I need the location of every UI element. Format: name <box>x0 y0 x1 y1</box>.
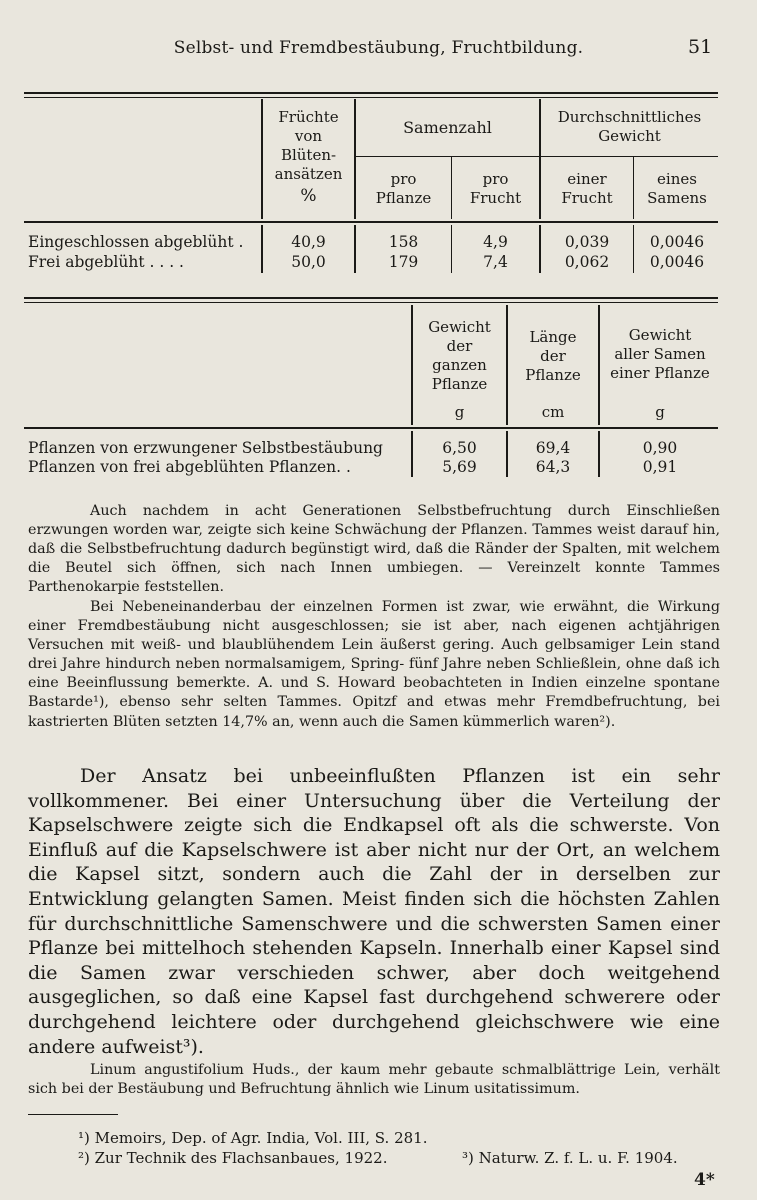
cell-laenge: 64,3 <box>535 458 571 476</box>
cell-einer-frucht: 0,062 <box>564 253 610 271</box>
paragraph-linum-angustifolium: Linum angustifolium Huds., der kaum mehr gebaute schmalblättrige Lein, verhält sich bei der Bestäubung und Befruchtung ähnlich wie Linum usitatissimum. <box>28 1062 720 1098</box>
table2-col-gewicht-samen: Gewicht aller Samen einer Pflanze <box>610 326 710 382</box>
cell-eines-samens: 0,0046 <box>649 233 705 251</box>
table1-col-pro-frucht: pro Frucht <box>469 170 522 207</box>
cell-pro-frucht: 7,4 <box>483 253 508 271</box>
page-number: 51 <box>688 36 713 58</box>
footnote-3: ³) Naturw. Z. f. L. u. F. 1904. <box>462 1149 678 1167</box>
sheet-signature: 4* <box>694 1170 715 1190</box>
table2-unit-g: g <box>454 403 465 421</box>
table1-subrule-samenzahl <box>356 156 539 157</box>
table1-col-einer-frucht: einer Frucht <box>561 170 613 207</box>
cell-eines-samens: 0,0046 <box>649 253 705 271</box>
paragraph-kapselschwere: Der Ansatz bei unbeeinflußten Pflanzen ist ein sehr vollkommener. Bei einer Untersuchung über die Verteilung der Kapselschwere zeigte sich die Endkapsel oft als die schwerste. Von Einfluß auf die Kapselschwere ist aber nicht nur der Ort, an welchem die Kapsel sitzt, sondern auch die Zahl der in derselben zur Entwicklung gelangten Samen. Meist finden sich die höchsten Zahlen für durchschnittliche Samenschwere und die schwersten Samen einer Pflanze bei mittelhoch stehenden Kapseln. Innerhalb einer Kapsel sind die Samen zwar verschieden schwer, aber doch weitgehend ausgeglichen, so daß eine Kapsel fast durchgehend schwerere oder durchgehend leichtere oder durchgehend gleichschwere wie eine andere aufweist³). <box>28 765 720 1058</box>
table2-unit-cm: cm <box>541 403 565 421</box>
table1-header-rule <box>24 221 718 223</box>
footnote-1: ¹) Memoirs, Dep. of Agr. India, Vol. III, S. 281. <box>78 1129 428 1147</box>
table1-col-fruechte: Früchte von Blüten- ansätzen % <box>274 108 343 206</box>
cell-fruechte: 50,0 <box>291 253 326 271</box>
table2-top-rule-2 <box>24 302 718 303</box>
cell-einer-frucht: 0,039 <box>564 233 610 251</box>
table2-col-gewicht-pflanze: Gewicht der ganzen Pflanze <box>428 318 491 393</box>
table2-header-rule <box>24 427 718 429</box>
table1-col-eines-samens: eines Samens <box>647 170 707 207</box>
table1-top-rule-2 <box>24 97 718 98</box>
table2-col-laenge: Länge der Pflanze <box>525 328 581 384</box>
row-label: Frei abgeblüht . . . . <box>28 253 184 271</box>
cell-gewicht: 6,50 <box>442 439 477 457</box>
cell-laenge: 69,4 <box>535 439 571 457</box>
table1-top-rule-1 <box>24 92 718 94</box>
cell-pro-frucht: 4,9 <box>483 233 508 251</box>
row-label: Eingeschlossen abgeblüht . <box>28 233 244 251</box>
cell-gewicht: 5,69 <box>442 458 477 476</box>
paragraph-selbstbefruchtung: Auch nachdem in acht Generationen Selbstbefruchtung durch Einschließen erzwungen worden war, zeigte sich keine Schwächung der Pflanzen. Tammes weist darauf hin, daß die Selbstbefruchtung dadurch begünstigt wird, daß die Ränder der Spalten, mit welchem die Beutel sich öffnen, sich nach Innen umbiegen. — Vereinzelt konnte Tammes Parthenokarpie feststellen. <box>28 503 720 596</box>
footnote-rule <box>28 1114 118 1115</box>
row-label: Pflanzen von frei abgeblühten Pflanzen. . <box>28 458 351 476</box>
table2-unit-g2: g <box>655 403 665 421</box>
table1-subrule-gewicht <box>541 156 718 157</box>
table1-col-samenzahl: Samenzahl <box>403 118 492 137</box>
row-label: Pflanzen von erzwungener Selbstbestäubung <box>28 439 383 457</box>
table2-top-rule-1 <box>24 297 718 299</box>
cell-pro-pflanze: 179 <box>388 253 419 271</box>
footnote-2: ²) Zur Technik des Flachsanbaues, 1922. <box>78 1149 388 1167</box>
paragraph-fremdbestaeubung: Bei Nebeneinanderbau der einzelnen Formen ist zwar, wie erwähnt, die Wirkung einer Fremdbestäubung nicht ausgeschlossen; sie ist aber, nach eigenen achtjährigen Versuchen mit weiß- und blaublühendem Lein äußerst gering. Auch gelbsamiger Lein stand drei Jahre hindurch neben normalsamigem, Spring- fünf Jahre neben Schließlein, ohne daß ich eine Beeinflussung bemerkte. A. und S. Howard beobachteten in Indien einzelne spontane Bastarde¹), ebenso sehr selten Tammes. Opitzf and etwas mehr Fremdbefruchtung, bei kastrierten Blüten setzten 14,7% an, wenn auch die Samen kümmerlich waren²). <box>28 599 720 730</box>
cell-samen: 0,90 <box>642 439 678 457</box>
running-header-title: Selbst- und Fremdbestäubung, Fruchtbildung. <box>173 38 584 58</box>
table1-col-gewicht: Durchschnittliches Gewicht <box>557 108 702 145</box>
cell-samen: 0,91 <box>642 458 678 476</box>
table1-col-pro-pflanze: pro Pflanze <box>375 170 432 207</box>
cell-fruechte: 40,9 <box>291 233 326 251</box>
cell-pro-pflanze: 158 <box>388 233 419 251</box>
